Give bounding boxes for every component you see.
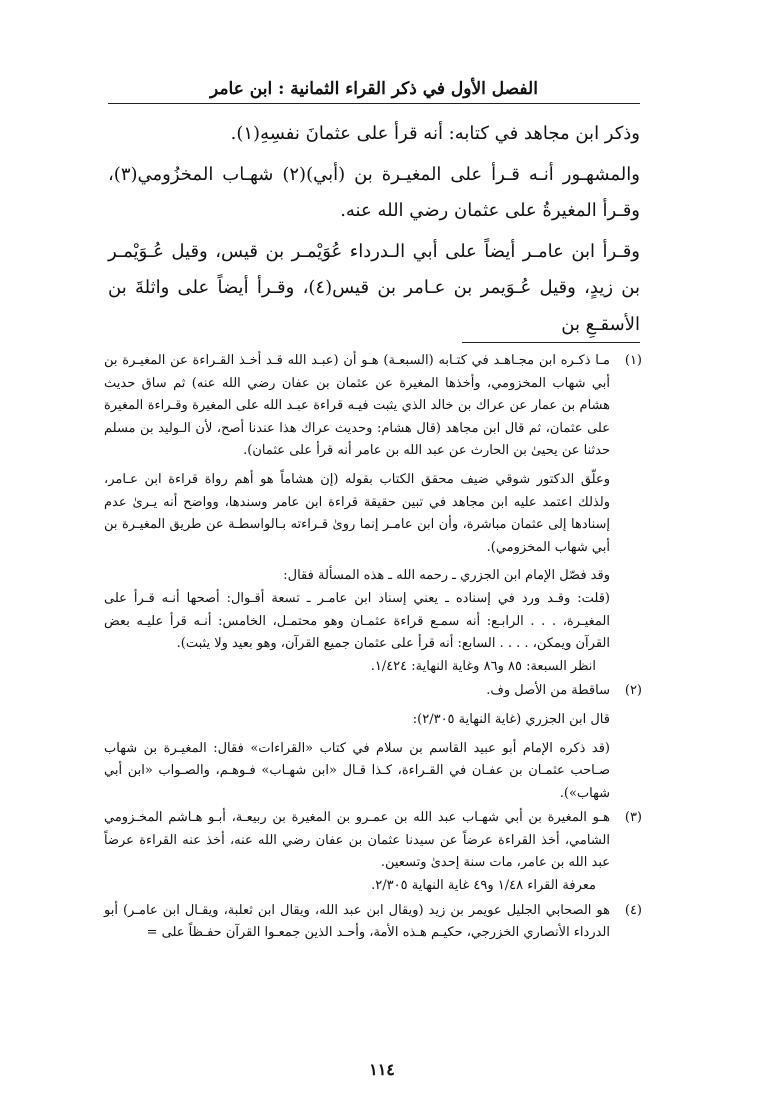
main-paragraph: وذكر ابن مجاهد في كتابه: أنه قرأ على عثمانَ نفسِهِ(١).	[230, 123, 640, 144]
footnote-paragraph: ساقطة من الأصل وف.	[486, 683, 610, 699]
footnote-divider	[462, 342, 640, 343]
main-paragraph: والمشهـور أنـه قـرأ على المغيـرة بن (أبي)(٢) شهـاب المخزُومي(٣)، وقـرأ المغيرةُ على عثمان رضي الله عنه.	[108, 163, 640, 221]
footnote-paragraph: وقد فصّل الإمام ابن الجزري ـ رحمه الله ـ هذه المسألة فقال:	[283, 568, 610, 584]
footnote-number: (٣)	[624, 810, 642, 826]
main-text	[108, 116, 640, 343]
footnote-body	[104, 680, 610, 805]
footnote-paragraph: مـا ذكـره ابن مجـاهـد في كتـابه (السبعـة) هـو أن (عبـد الله قـد أخـذ القـراءة عن المغيـرة بن أبي شهاب المخزومي، وأخذها المغيرة عن عثمان بن عفان رضي الله عنه) ثم ساق حديث هشام بن عمار عن عراك بن خالد الذي يثبت فيـه قراءة عبـد الله على المغيرة وقـراءة المغيرة على عثمان، ثم قال ابن مجاهد (قال هشام: وحديث عراك هذا عندنا أصح، لأن الـوليد بن مسلم حدثنا عن يحيىٰ بن الحارث عن عبد الله بن عامر أنه قرأ على عثمان).	[104, 353, 610, 459]
footnote-quote: (قد ذكره الإمام أبو عبيد القاسم بن سلام في كتاب «القراءات» فقال: المغيـرة بن شهاب صـاحب عثمـان بن عفـان في القـراءة، كـذا قـال «ابن شهـاب» فـوهـم، والصـواب «ابن أبي شهاب»).	[104, 740, 610, 801]
footnote-number: (٢)	[624, 683, 642, 699]
footnote-quote: (قلت: وقـد ورد في إسناده ـ يعني إسناد ابن عامـر ـ تسعة أقـوال: أصحها أنـه قـرأ على المغيـرة، . . . الرابـع: أنه سمـع قراءة عثمـان وهو محتمـل، الخامس: أنـه قرأ عليـه بعض القرآن ويمكن، . . . . السابع: أنه قرأ على عثمان جميع القرآن، وهو بعيد ولا يثبت).	[104, 590, 610, 652]
footnote-paragraph: هو الصحابي الجليل عويمر بن زيد (ويقال ابن عبد الله، ويقال ابن ثعلبة، ويقـال ابن عامـر) أبو الدرداء الأنصاري الخزرجي، حكيـم هـذه الأمة، وأحـد الذين جمعـوا القرآن حفـظاً على =	[104, 902, 610, 941]
footnote-reference: معرفة القراء ١/٤٨ و٤٩ غاية النهاية ٢/٣٠٥.	[371, 878, 596, 894]
footnote-2	[104, 680, 642, 805]
footnote-4	[104, 900, 642, 945]
footnote-body	[104, 900, 610, 945]
footnotes	[104, 350, 642, 945]
footnote-body	[104, 807, 610, 897]
footnote-1	[104, 350, 642, 678]
running-header: الفصل الأول في ذكر القراء الثمانية : ابن عامر	[210, 79, 538, 99]
main-paragraph: وقـرأ ابن عامـر أيضاً على أبي الـدرداء عُوَيْمـر بن قيس، وقيل عُـوَيْمـر بن زيدٍ، وقيل عُـوَيمر بن عـامر بن قيس(٤)، وقـرأ أيضاً على واثلةَ بن الأسقـعِ بن	[108, 240, 640, 335]
footnote-body	[104, 350, 610, 678]
header-divider	[108, 103, 640, 104]
page-number: ١١٤	[369, 1060, 395, 1079]
footnote-number: (١)	[624, 353, 642, 368]
footnote-reference: انظر السبعة: ٨٥ و٨٦ وغاية النهاية: ١/٤٢٤.	[370, 658, 596, 674]
footnote-paragraph: هـو المغيرة بن أبي شهـاب عبد الله بن عمـرو بن المغيرة بن ربيعـة، أبـو هـاشم المخـزومي الشامي، أخذ القراءة عرضاً عن سيدنا عثمان بن عفان رضي الله عنه، أخذ عنه القراءة عرضاً عبد الله بن عامر، مات سنة إحدىٰ وتسعين.	[104, 810, 610, 871]
footnote-paragraph: وعلّق الدكتور شوقي ضيف محقق الكتاب بقوله (إن هشاماً هو أهم رواة قراءة ابن عـامر، ولذلك اعتمد عليه ابن مجاهد في تبين حقيقة قراءة ابن عامر وسندها، وواضح أنه يـرىٰ عدم إسنادها إلى عثمان مباشرة، وأن ابن عامـر إنما روىٰ قـراءته بـالواسطـة عن طريق المغيـرة بن أبي شهاب المخزومي).	[104, 471, 610, 555]
footnote-number: (٤)	[624, 902, 642, 918]
footnote-paragraph: قال ابن الجزري (غاية النهاية ٢/٣٠٥):	[412, 711, 610, 727]
footnote-3	[104, 807, 642, 897]
